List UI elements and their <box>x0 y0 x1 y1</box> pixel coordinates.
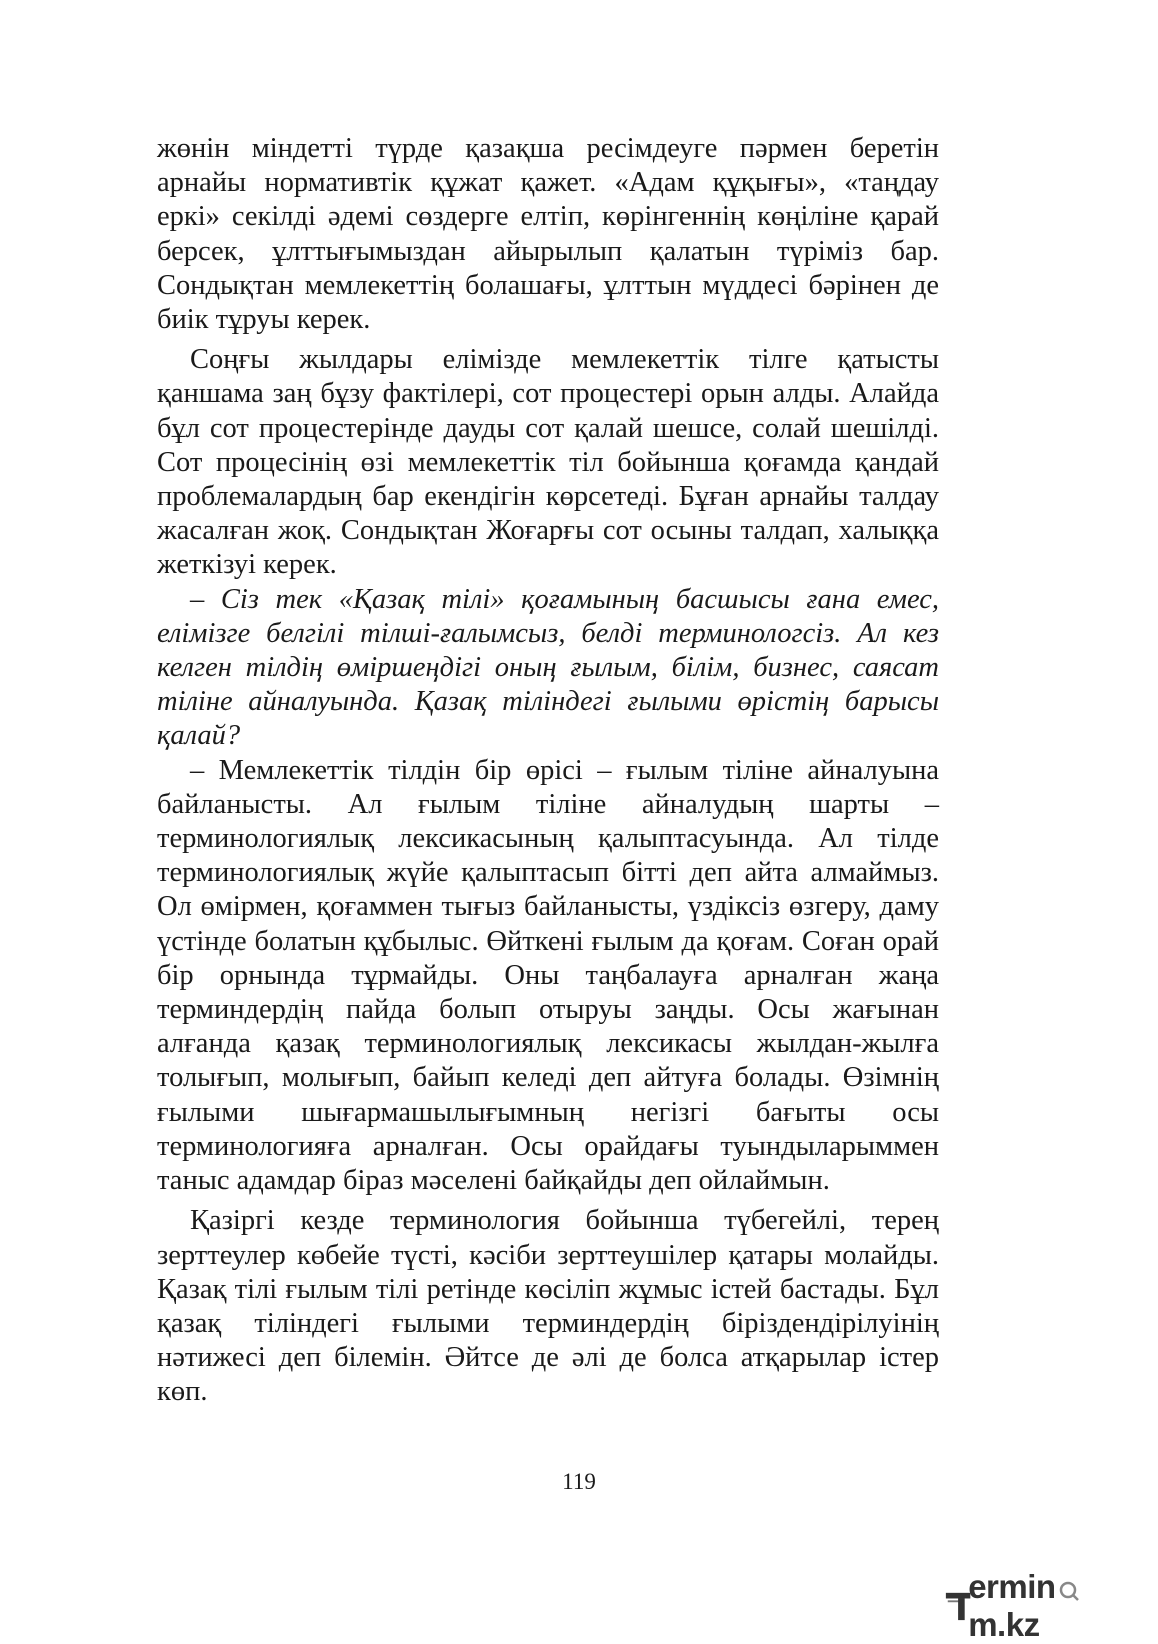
watermark-text <box>968 1568 1140 1644</box>
paragraph-answer: – Мемлекеттік тілдін бір өрісі – ғылым тіліне айналуына байланысты. Ал ғылым тіліне айналудың шарты – терминологиялық лексикасының қалыптасуында. Ал тілде терминологиялық жүйе қалыптасып бітті деп айта алмаймыз. Ол өмірмен, қоғаммен тығыз байланысты, үздіксіз өзгеру, даму үстінде болатын құбылыс. Өйткені ғылым да қоғам. Соған орай бір орнында тұрмайды. Оны таңбалауға арналған жаңа терминдердің пайда болып отыруы заңды. Осы жағынан алғанда қазақ терминологиялық лексикасы жылдан-жылға толығып, молығып, байып келеді деп айтуға болады. Өзімнің ғылыми шығармашылығымның негізгі бағыты осы терминологияға арналған. Осы орайдағы туындыларыммен таныс адамдар біраз мәселені байқайды деп ойлаймын. <box>157 754 939 1197</box>
paragraph-1: жөнін міндетті түрде қазақша ресімдеуге пәрмен беретін арнайы нормативтік құжат қажет. «Адам құқығы», «таңдау еркі» секілді әдемі сөздерге елтіп, көрінгеннің көңіліне қарай берсек, ұлттығымыздан айырылып қалатын түріміз бар. Сондықтан мемлекеттің болашағы, ұлттын мүддесі бәрінен де биік тұруы керек. <box>157 133 939 336</box>
paragraph-5: Қазіргі кезде терминология бойынша түбегейлі, терең зерттеулер көбейе түсті, кәсіби зерттеушілер қатары молайды. Қазақ тілі ғылым тілі ретінде көсіліп жұмыс істей бастады. Бұл қазақ тіліндегі ғылыми терминдердің біріздендірілуінің нәтижесі деп білемін. Әйтсе де әлі де болса атқарылар істер көп. <box>157 1205 939 1408</box>
watermark-prefix: ermin <box>968 1568 1056 1605</box>
magnifier-o-icon <box>1056 1577 1080 1601</box>
interview-question: – Сіз тек «Қазақ тілі» қоғамының басшысы ғана емес, елімізге белгілі тілші-ғалымсыз, белді терминологсіз. Ал кез келген тілдің өміршеңдігі оның ғылым, білім, бизнес, саясат тіліне айналуында. Қазақ тіліндегі ғылыми өрістің барысы қалай? <box>157 583 939 752</box>
termincom-watermark <box>944 1568 1140 1643</box>
page-number: 119 <box>562 1469 596 1494</box>
paragraph-2: Соңғы жылдары елімізде мемлекеттік тілге қатысты қаншама заң бұзу фактілері, сот процестері орын алды. Алайда бұл сот процестерінде дауды сот қалай шешсе, солай шешілді. Сот процесінің өзі мемлекеттік тіл бойынша қоғамда қандай проблемалардың бар екендігін көрсетеді. Бұған арнайы талдау жасалған жоқ. Сондықтан Жоғарғы сот осыны талдап, халыққа жеткізуі керек. <box>157 344 939 581</box>
page-body <box>157 132 939 1410</box>
watermark-suffix: m.kz <box>968 1606 1040 1643</box>
